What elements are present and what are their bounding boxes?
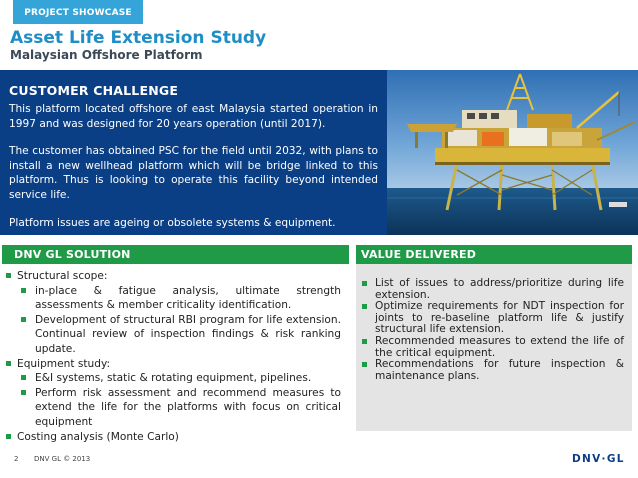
solution-list	[4, 269, 347, 444]
list-item	[360, 359, 624, 382]
list-item-text: Equipment study:	[17, 357, 111, 370]
list-item-text: Perform risk assessment and recommend measures to extend the life for the platforms with focus on critical equipment	[35, 386, 341, 428]
section-tag: PROJECT SHOWCASE	[13, 0, 143, 24]
list-item-text: Costing analysis (Monte Carlo)	[17, 430, 179, 443]
challenge-paragraph: The customer has obtained PSC for the field until 2032, with plans to install a new wellhead platform which will be bridge linked to this platform. Thus is looking to operate this facility beyond intended service life.	[9, 145, 378, 201]
offshore-platform-photo	[387, 70, 638, 235]
list-item-text: E&I systems, static & rotating equipment, pipelines.	[35, 372, 312, 385]
square-bullet-icon	[21, 375, 26, 380]
value-heading: VALUE DELIVERED	[356, 245, 632, 264]
square-bullet-icon	[362, 339, 367, 344]
page-subtitle: Malaysian Offshore Platform	[10, 48, 203, 62]
copyright-text: DNV GL © 2013	[34, 455, 91, 463]
value-panel	[356, 264, 632, 431]
square-bullet-icon	[6, 434, 11, 439]
list-item-text: Optimize requirements for NDT inspection for joints to re-baseline platform life & justify structural life extension.	[375, 300, 624, 336]
challenge-paragraph: This platform located offshore of east Malaysia started operation in 1997 and was designed for 20 years operation (until 2017).	[9, 103, 378, 130]
list-item	[4, 357, 347, 372]
list-item	[360, 278, 624, 301]
solution-panel	[2, 264, 349, 443]
list-item	[4, 386, 347, 430]
square-bullet-icon	[6, 361, 11, 366]
list-item	[4, 269, 347, 284]
square-bullet-icon	[362, 362, 367, 367]
value-list	[360, 278, 624, 382]
square-bullet-icon	[362, 304, 367, 309]
list-item-text: Recommendations for future inspection & maintenance plans.	[375, 358, 624, 382]
list-item-text: Structural scope:	[17, 270, 108, 282]
square-bullet-icon	[362, 281, 367, 286]
challenge-heading: CUSTOMER CHALLENGE	[9, 83, 179, 98]
list-item	[4, 430, 347, 445]
list-item	[4, 371, 347, 386]
list-item	[360, 336, 624, 359]
square-bullet-icon	[21, 317, 26, 322]
challenge-paragraph: Platform issues are ageing or obsolete systems & equipment.	[9, 216, 336, 229]
square-bullet-icon	[21, 390, 26, 395]
solution-heading: DNV GL SOLUTION	[2, 245, 349, 264]
list-item-text: Development of structural RBI program for life extension. Continual review of inspection findings & risk ranking update.	[35, 313, 341, 355]
page-number: 2	[14, 455, 19, 463]
list-item-text: in-place & fatigue analysis, ultimate strength assessments & member criticality identification.	[35, 284, 341, 312]
list-item-text: List of issues to address/prioritize during life extension.	[375, 277, 624, 301]
square-bullet-icon	[6, 273, 11, 278]
list-item	[4, 313, 347, 357]
list-item-text: Recommended measures to extend the life of the critical equipment.	[375, 334, 624, 359]
list-item	[360, 301, 624, 336]
list-item	[4, 284, 347, 313]
page-title: Asset Life Extension Study	[10, 28, 267, 48]
square-bullet-icon	[21, 288, 26, 293]
dnvgl-logo: DNV·GL	[572, 453, 625, 465]
customer-challenge-panel	[0, 70, 387, 235]
